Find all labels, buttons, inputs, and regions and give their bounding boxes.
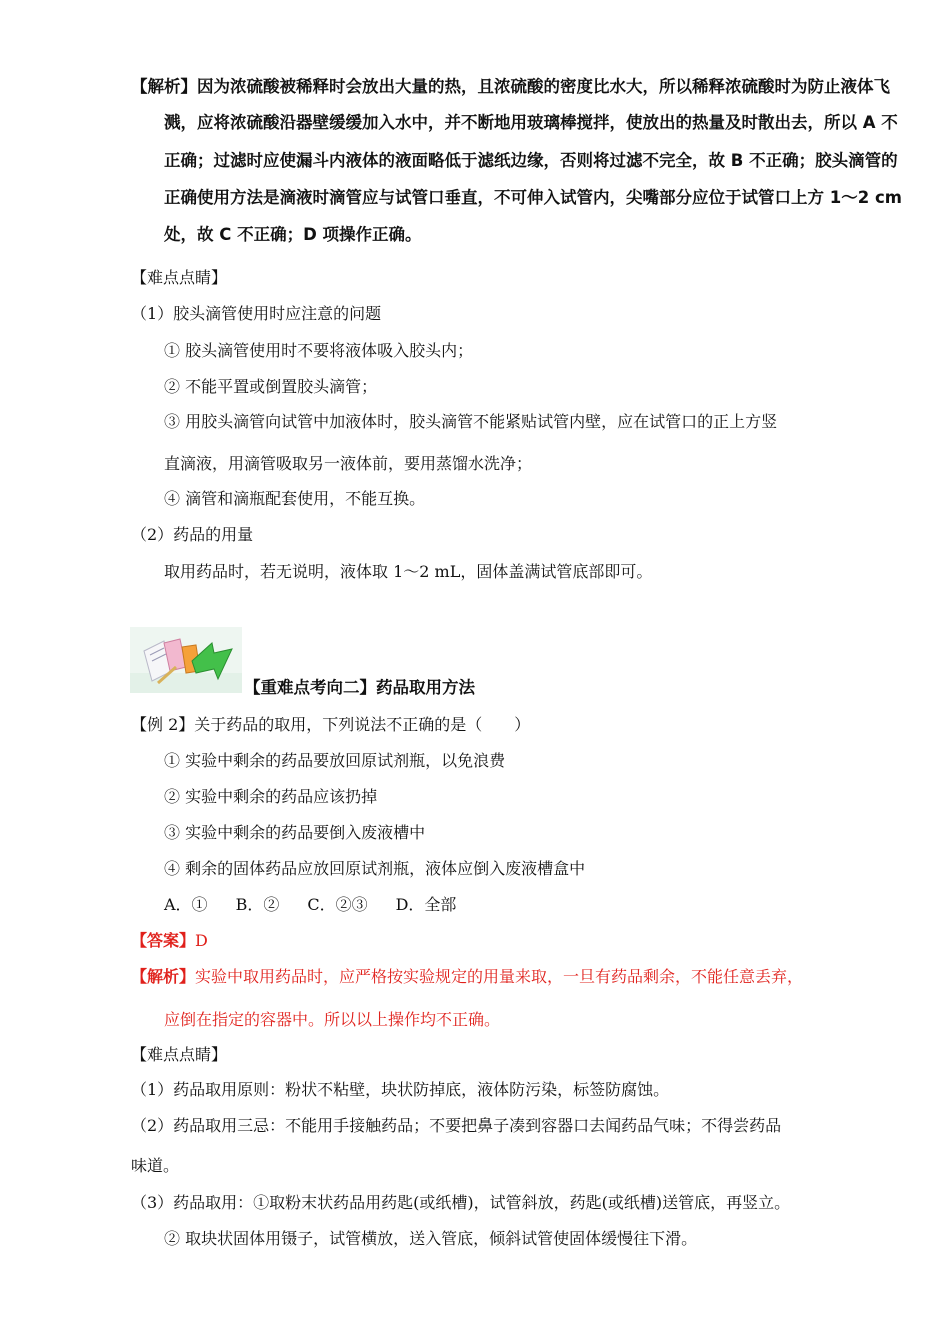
option-a: A．① [164, 895, 208, 914]
tips2-p4: ② 取块状固体用镊子，试管横放，送入管底，倾斜试管使固体缓慢往下滑。 [164, 1229, 698, 1248]
tips1-item2-title: （2）药品的用量 [131, 525, 254, 544]
answer-line [131, 930, 208, 952]
tips1-item1-b: ② 不能平置或倒置胶头滴管； [164, 377, 378, 396]
analysis-tag: 【解析】 [131, 77, 197, 96]
answer-value: D [195, 931, 208, 950]
tips2-p2a: （2）药品取用三忌：不能用手接触药品；不要把鼻子凑到容器口去闻药品气味；不得尝药品 [131, 1116, 782, 1135]
example-2-question: 【例 2】关于药品的取用，下列说法不正确的是（ ） [131, 715, 531, 734]
tips1-item2-text: 取用药品时，若无说明，液体取 1～2 mL，固体盖满试管底部即可。 [164, 562, 653, 581]
analysis-2-tag: 【解析】 [131, 967, 196, 986]
example2-statement-2: ② 实验中剩余的药品应该扔掉 [164, 787, 378, 806]
example2-statement-1: ① 实验中剩余的药品要放回原试剂瓶，以免浪费 [164, 751, 506, 770]
answer-tag: 【答案】 [131, 931, 196, 950]
option-d: D．全部 [395, 895, 457, 914]
tips1-item1-c1: ③ 用胶头滴管向试管中加液体时，胶头滴管不能紧贴试管内壁，应在试管口的正上方竖 [164, 412, 778, 431]
tips-heading-1: 【难点点睛】 [131, 268, 228, 287]
tips2-p2b: 味道。 [131, 1156, 180, 1175]
tips2-p1: （1）药品取用原则：粉状不粘壁，块状防掉底，液体防污染，标签防腐蚀。 [131, 1080, 670, 1099]
tips1-item1-title: （1）胶头滴管使用时应注意的问题 [131, 304, 382, 323]
analysis-1-line-3: 正确；过滤时应使漏斗内液体的液面略低于滤纸边缘，否则将过滤不完全，故 B 不正确；胶头滴管的 [164, 151, 898, 170]
books-and-arrow-icon [130, 627, 242, 693]
analysis-2-line-2: 应倒在指定的容器中。所以以上操作均不正确。 [164, 1010, 501, 1029]
analysis-1-line-2: 溅，应将浓硫酸沿器壁缓缓加入水中，并不断地用玻璃棒搅拌，使放出的热量及时散出去，所以 A 不 [164, 113, 898, 132]
example2-statement-4: ④ 剩余的固体药品应放回原试剂瓶，液体应倒入废液槽盒中 [164, 859, 586, 878]
tips2-p3: （3）药品取用：①取粉末状药品用药匙(或纸槽)，试管斜放，药匙(或纸槽)送管底，再竖立。 [131, 1193, 791, 1212]
tips1-item1-c2: 直滴液，用滴管吸取另一液体前，要用蒸馏水洗净； [164, 454, 533, 473]
analysis-1-line-1: 【解析】因为浓硫酸被稀释时会放出大量的热，且浓硫酸的密度比水大，所以稀释浓硫酸时为防止液体飞 [131, 77, 890, 96]
option-b: B．② [235, 895, 280, 914]
tips1-item1-a: ① 胶头滴管使用时不要将液体吸入胶头内； [164, 341, 474, 360]
analysis-1-line-5: 处，故 C 不正确；D 项操作正确。 [164, 225, 422, 244]
example2-statement-3: ③ 实验中剩余的药品要倒入废液槽中 [164, 823, 426, 842]
tips-heading-2: 【难点点睛】 [131, 1045, 228, 1064]
tips1-item1-d: ④ 滴管和滴瓶配套使用，不能互换。 [164, 489, 426, 508]
analysis-2-line-1: 【解析】实验中取用药品时，应严格按实验规定的用量来取，一旦有药品剩余，不能任意丢弃， [131, 967, 804, 986]
section-heading-2: 【重难点考向二】药品取用方法 [244, 678, 475, 697]
option-c: C．②③ [307, 895, 368, 914]
analysis-1-line-4: 正确使用方法是滴液时滴管应与试管口垂直，不可伸入试管内，尖嘴部分应位于试管口上方 1～2 cm [164, 188, 902, 207]
example2-options [164, 894, 484, 916]
